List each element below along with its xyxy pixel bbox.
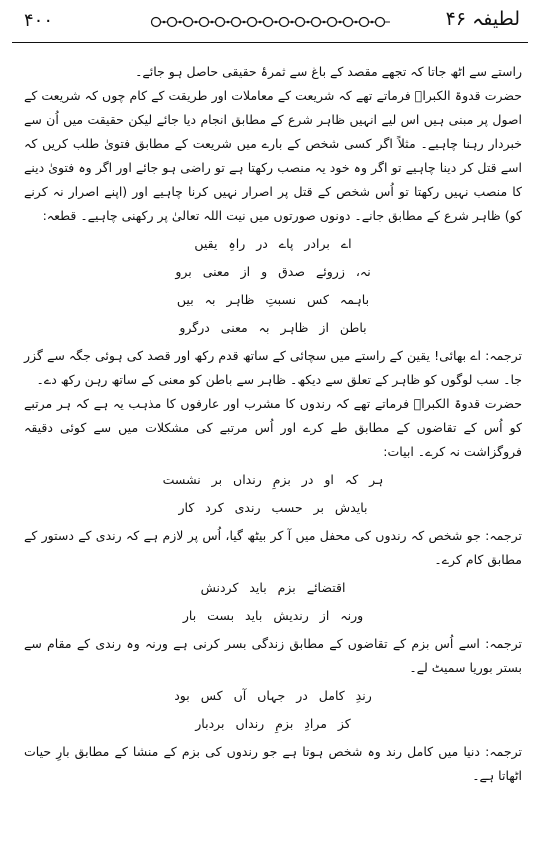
- verse-line: ورنہ از رندیش باید بست بار: [182, 608, 364, 623]
- ornament-border: [148, 12, 394, 32]
- verse-block: [24, 576, 522, 628]
- verse-line: اے برادر پاے در راہِ یقیں: [194, 236, 352, 251]
- verse-block: [24, 232, 522, 340]
- translation: ترجمہ: اے بھائی! یقین کے راستے میں سچائی کے ساتھ قدم رکھ اور قصد کی ہوئی جگہ سے گزر جا۔ سب لوگوں کو ظاہر کے تعلق سے دیکھ۔ ظاہر سے باطن کو معنی کے ساتھ رہن رکھ دے۔: [24, 348, 522, 387]
- chapter-title: لطیفہ ۴۶: [445, 8, 520, 30]
- paragraph: راستے سے اٹھ جاتا کہ تجھے مقصد کے باغ سے ثمرۂ حقیقی حاصل ہو جائے۔: [135, 64, 522, 79]
- translation: ترجمہ: دنیا میں کامل رند وہ شخص ہوتا ہے جو رندوں کی بزم کے منشا کے مطابق بارِ حیات اٹھاتا ہے۔: [24, 744, 522, 783]
- page-number: ۴۰۰: [24, 10, 54, 31]
- paragraph: حضرت قدوۃ الکبراؒ فرماتے تھے کہ رندوں کا مشرب اور عارفوں کا مذہب یہ ہے کہ ہر مرتبے کو اُس کے تقاضوں کے مطابق طے کرے اور اُس مرتبے کی مشکلات میں سے کوئی دقیقہ فروگزاشت نہ کرے۔ ابیات:: [24, 396, 522, 459]
- verse-line: بایدش بر حسب رندی کرد کار: [178, 500, 368, 515]
- verse-line: کز مرادِ بزمِ رنداں بردبار: [195, 716, 351, 731]
- verse-line: باہمہ کس نسبتِ ظاہر بہ بیں: [176, 292, 370, 307]
- paragraph: حضرت قدوۃ الکبراؒ فرماتے تھے کہ شریعت کے معاملات اور طریقت کے کام چوں کہ شریعت کے اصول پر مبنی ہیں اس لیے انہیں ظاہر شرع کے مطابق انجام دیا جائے لیکن حقیقت میں اُن سے خبردار رہنا چاہیے۔ مثلاً اگر کسی شخص کے بارے میں شریعت کے مطابق فتویٰ طلب کریں کہ اسے قتل کر دینا چاہیے تو اگر وہ خود یہ منصب رکھتا ہے تو راضی ہو جائے اور اگر وہ فتویٰ دینے کا منصب نہیں رکھتا تو اُس شخص کے قتل پر اصرار نہیں کرنا چاہیے اور (اپنے اصرار نہ کرنے کو) ظاہر شرع کے مطابق جانے۔ دونوں صورتوں میں نیت اللہ تعالیٰ پر رکھنی چاہیے۔ قطعہ:: [24, 88, 522, 223]
- translation: ترجمہ: جو شخص کہ رندوں کی محفل میں آ کر بیٹھ گیا، اُس پر لازم ہے کہ رندی کے دستور کے مطابق کام کرے۔: [24, 528, 522, 567]
- page-content: [24, 60, 522, 788]
- translation: ترجمہ: اسے اُس بزم کے تقاضوں کے مطابق زندگی بسر کرنی ہے ورنہ وہ رندی کے مقام سے بستر بوریا سمیٹ لے۔: [24, 636, 522, 675]
- verse-block: [24, 684, 522, 736]
- verse-line: ہر کہ او در بزمِ رنداں بر نشست: [162, 472, 384, 487]
- verse-line: رندِ کامل در جہاں آں کس بود: [174, 688, 372, 703]
- verse-block: [24, 468, 522, 520]
- header-rule: [12, 42, 528, 43]
- verse-line: نہ، زروئے صدق و از معنی برو: [175, 264, 371, 279]
- verse-line: باطن از ظاہر بہ معنی درگرو: [179, 320, 367, 335]
- verse-line: اقتضائے بزم باید کردنش: [200, 580, 346, 595]
- page-header: [0, 0, 540, 52]
